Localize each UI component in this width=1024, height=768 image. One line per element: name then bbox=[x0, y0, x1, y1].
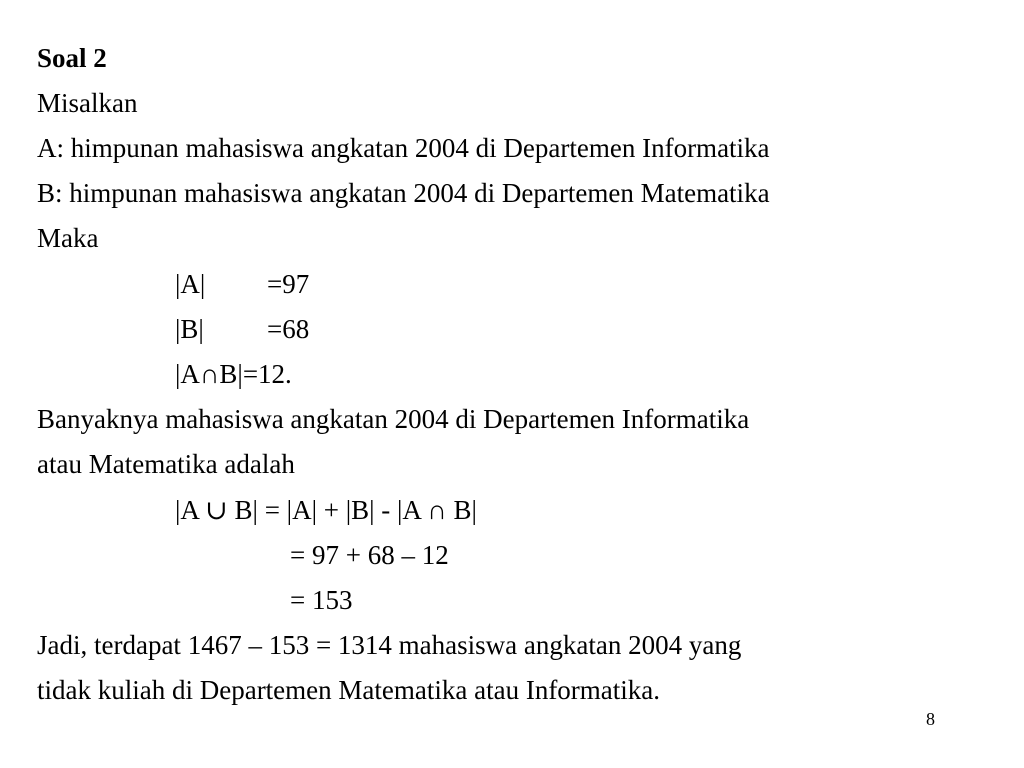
union-formula: |A ∪ B| = |A| + |B| - |A ∩ B| bbox=[175, 495, 477, 525]
given-b-label: |B| bbox=[175, 314, 204, 344]
calc-step-2: = 153 bbox=[290, 585, 353, 615]
conclusion-line-1: Jadi, terdapat 1467 – 153 = 1314 mahasiswa angkatan 2004 yang bbox=[37, 630, 742, 660]
set-b-definition: B: himpunan mahasiswa angkatan 2004 di Departemen Matematika bbox=[37, 178, 770, 208]
maka-text: Maka bbox=[37, 223, 99, 253]
set-a-definition: A: himpunan mahasiswa angkatan 2004 di Departemen Informatika bbox=[37, 133, 770, 163]
slide-title: Soal 2 bbox=[37, 43, 107, 73]
question-line-2: atau Matematika adalah bbox=[37, 449, 295, 479]
given-intersection-text: |A∩B|=12. bbox=[175, 359, 292, 389]
conclusion-line-2: tidak kuliah di Departemen Matematika atau Informatika. bbox=[37, 675, 661, 705]
page-number: 8 bbox=[926, 709, 935, 729]
calc-step-1: = 97 + 68 – 12 bbox=[290, 540, 449, 570]
given-a-label: |A| bbox=[175, 269, 206, 299]
given-b-value: =68 bbox=[267, 314, 310, 344]
question-line-1: Banyaknya mahasiswa angkatan 2004 di Departemen Informatika bbox=[37, 404, 750, 434]
given-a-value: =97 bbox=[267, 269, 310, 299]
intro-text: Misalkan bbox=[37, 88, 138, 118]
